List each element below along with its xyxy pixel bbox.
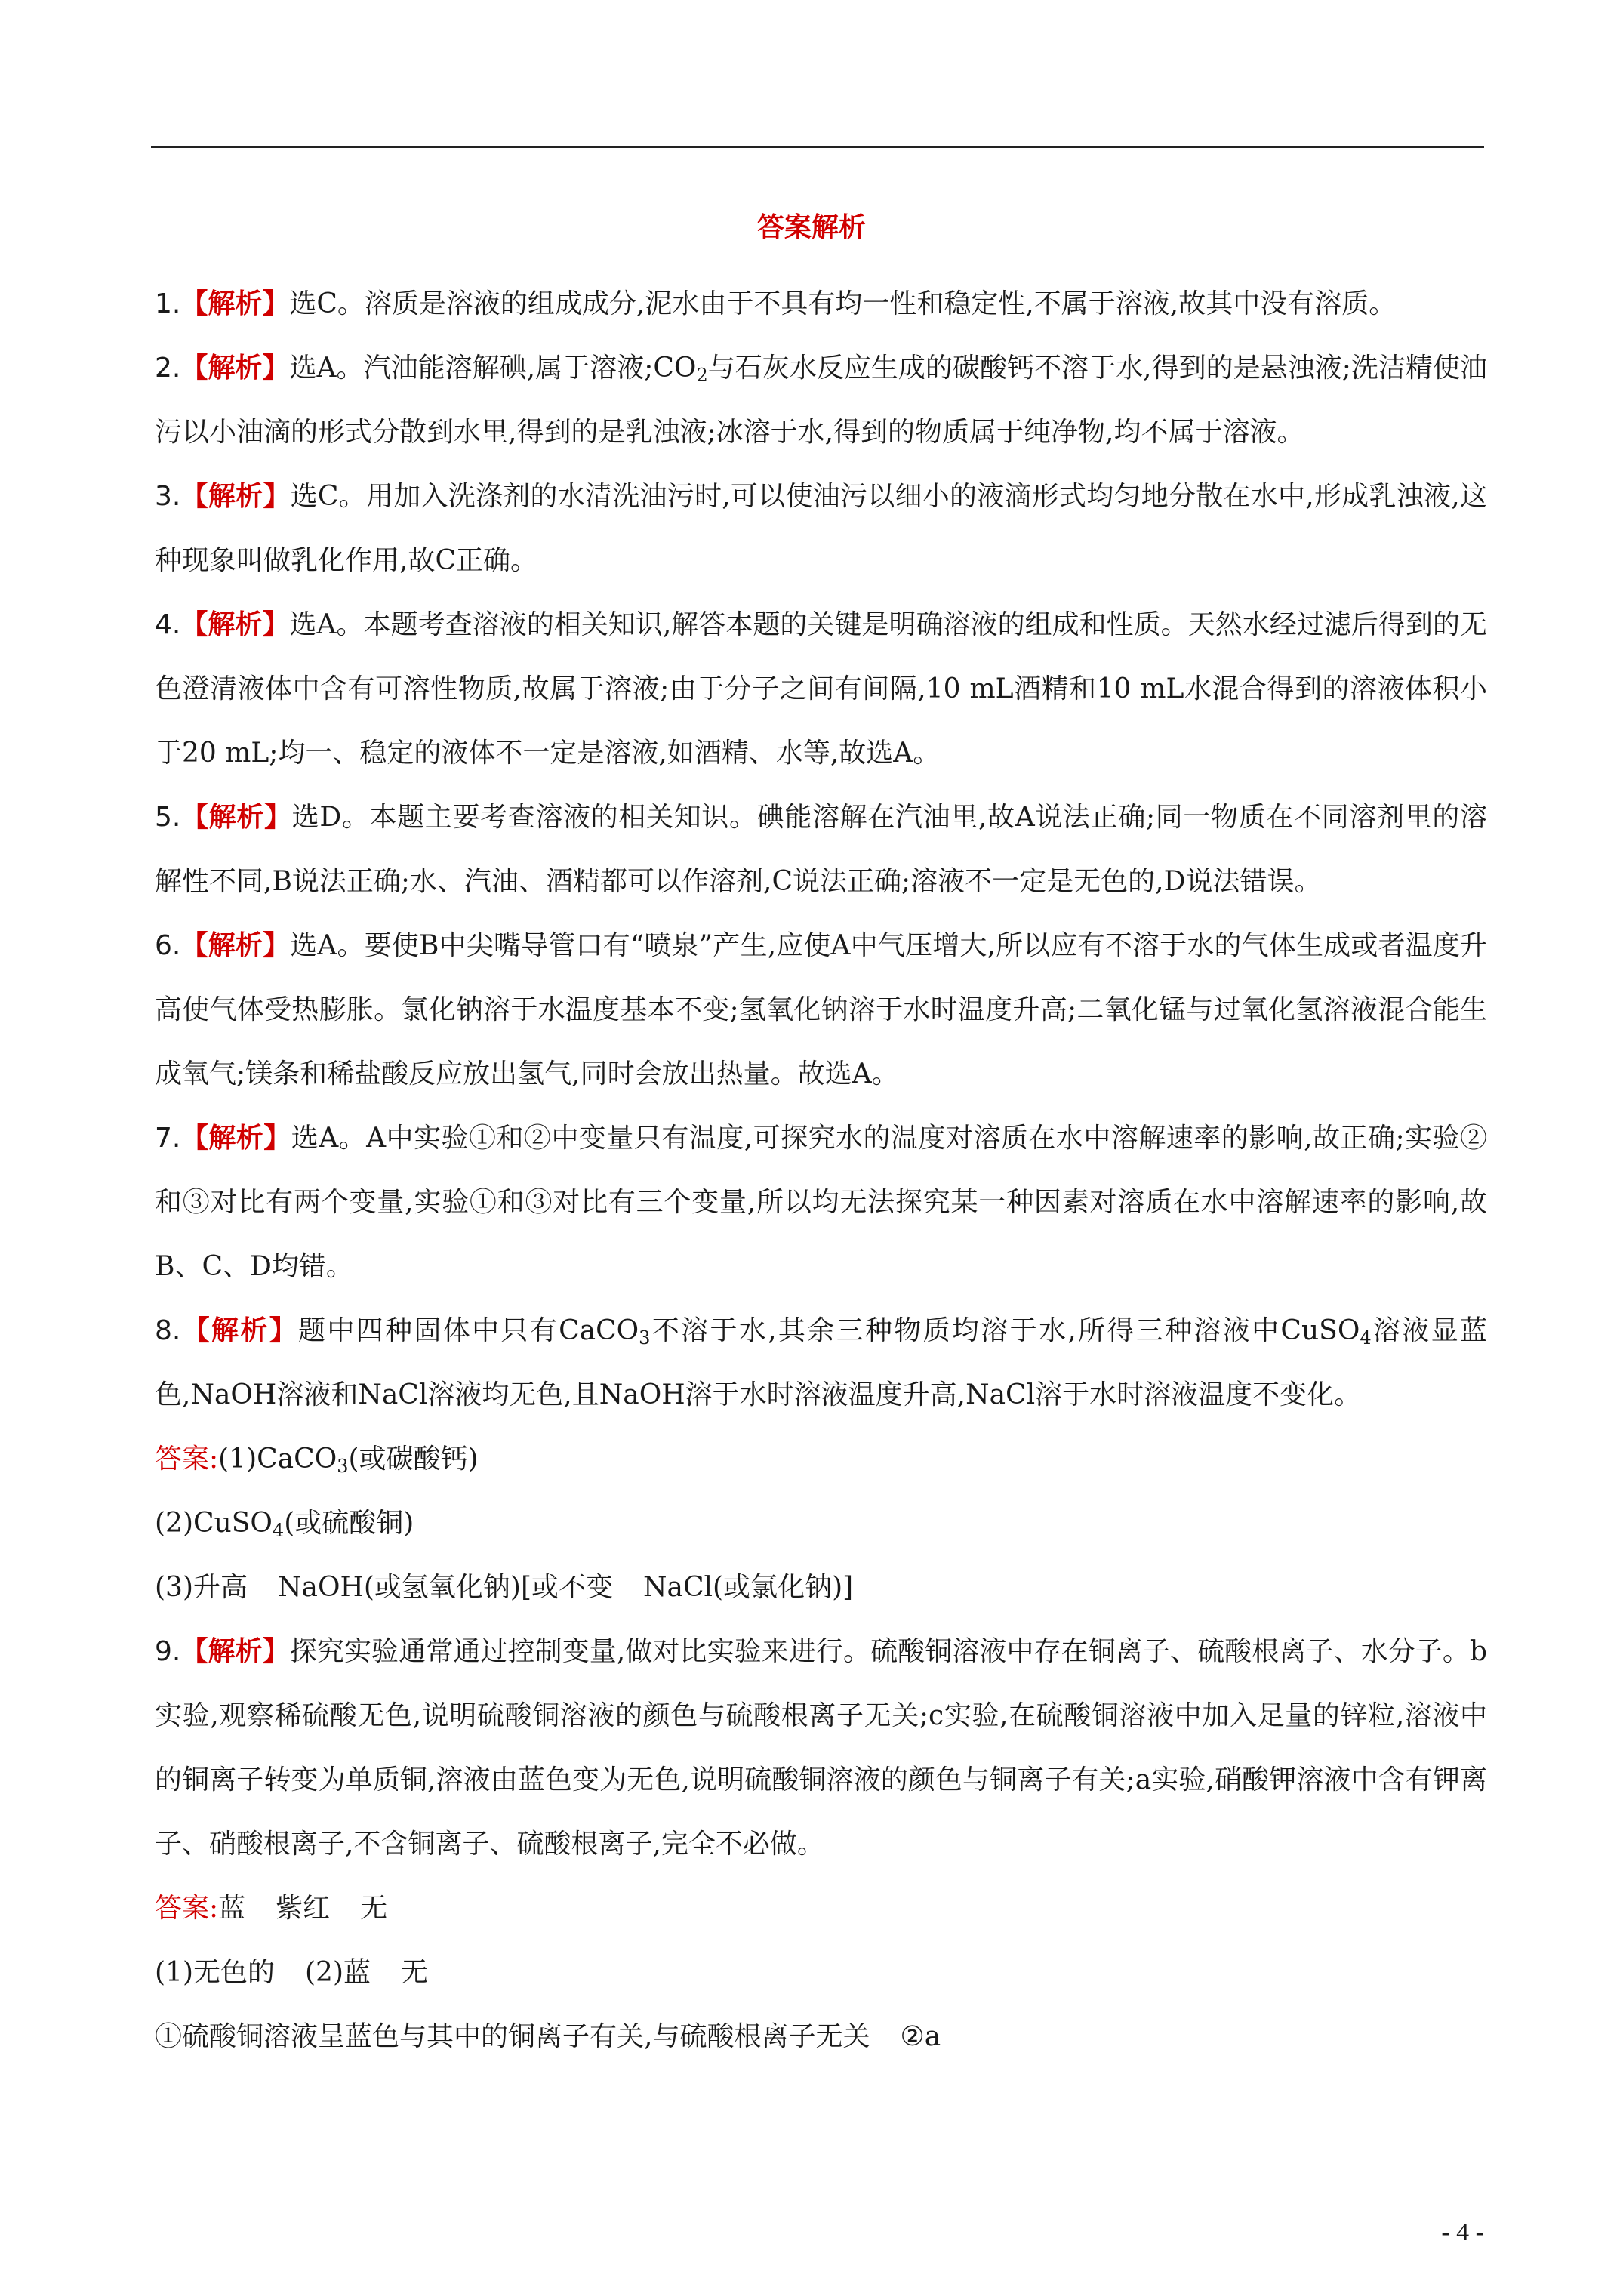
item-text: 选A。本题考查溶液的相关知识,解答本题的关键是明确溶液的组成和性质。天然水经过滤后得到的无色澄清液体中含有可溶性物质,故属于溶液;由于分子之间有间隔,10 mL酒精和10 mL水混合得到的溶液体积小于20 mL;均一、稳定的液体不一定是溶液,如酒精、水等,故选A。 [155,609,1487,769]
answer-text: 无 [360,1893,388,1924]
item-number: 7. [155,1123,181,1154]
answer-text: ①硫酸铜溶液呈蓝色与其中的铜离子有关,与硫酸根离子无关 [155,2021,870,2052]
answer-item-4 [155,593,1487,785]
answer-label: 答案: [155,1444,219,1475]
subscript: 3 [337,1456,349,1477]
answer-text: (1)无色的 [155,1957,275,1988]
page-number: - 4 - [1441,2218,1484,2246]
item-text: 选D。本题主要考查溶液的相关知识。碘能溶解在汽油里,故A说法正确;同一物质在不同溶剂里的溶解性不同,B说法正确;水、汽油、酒精都可以作溶剂,C说法正确;溶液不一定是无色的,D说法错误。 [155,802,1487,897]
answer-line [155,2005,1487,2069]
answer-line [155,1555,1487,1620]
item-number: 4. [155,609,181,640]
answer-text: (3)升高 [155,1572,248,1603]
answer-item-9 [155,1620,1487,1876]
header-rule [151,146,1484,148]
answer-item-8 [155,1299,1487,1427]
analysis-tag: 【解析】 [180,353,290,384]
answer-text: 无 [401,1957,429,1988]
item-number: 1. [155,288,181,319]
answer-text: (或碳酸钙) [348,1444,479,1475]
item-text: 题中四种固体中只有CaCO [298,1315,639,1346]
answer-label: 答案: [155,1893,219,1924]
answer-item-1 [155,272,1487,336]
item-text: 选A。要使B中尖嘴导管口有“喷泉”产生,应使A中气压增大,所以应有不溶于水的气体生成或者温度升高使气体受热膨胀。氯化钠溶于水温度基本不变;氢氧化钠溶于水时温度升高;二氧化锰与过氧化氢溶液混合能生成氧气;镁条和稀盐酸反应放出氢气,同时会放出热量。故选A。 [155,930,1487,1089]
answer-text: (或硫酸铜) [284,1508,414,1539]
answer-text: NaCl(或氯化钠)] [643,1572,854,1603]
answer-item-3 [155,464,1487,593]
page-title: 答案解析 [756,212,866,243]
answer-item-5 [155,785,1487,914]
answer-item-6 [155,914,1487,1106]
item-number: 8. [155,1315,181,1346]
analysis-tag: 【解析】 [180,1315,299,1346]
answer-item-2 [155,336,1487,464]
subscript: 4 [272,1520,285,1541]
answer-text: (2)蓝 [305,1957,371,1988]
item-text: 选C。溶质是溶液的组成成分,泥水由于不具有均一性和稳定性,不属于溶液,故其中没有溶质。 [289,288,1397,319]
item-text: 与石灰水反应生成的碳酸钙不溶于水,得到的是悬浊液;洗洁精使油污以小油滴的形式分散到水里,得到的是乳浊液;冰溶于水,得到的物质属于纯净物,均不属于溶液。 [155,353,1487,448]
analysis-tag: 【解析】 [180,481,291,512]
item-text: 选A。汽油能溶解碘,属于溶液;CO [289,353,697,384]
answer-text: 紫红 [276,1893,331,1924]
answer-text: NaOH(或氢氧化钠)[或不变 [278,1572,614,1603]
item-number: 5. [155,802,181,833]
analysis-tag: 【解析】 [180,609,290,640]
subscript: 4 [1360,1327,1372,1348]
analysis-tag: 【解析】 [180,930,291,961]
answer-text: ②a [900,2021,941,2052]
answer-text: (2)CuSO [155,1508,273,1539]
item-text: 探究实验通常通过控制变量,做对比实验来进行。硫酸铜溶液中存在铜离子、硫酸根离子、水分子。b实验,观察稀硫酸无色,说明硫酸铜溶液的颜色与硫酸根离子无关;c实验,在硫酸铜溶液中加入足量的锌粒,溶液中的铜离子转变为单质铜,溶液由蓝色变为无色,说明硫酸铜溶液的颜色与铜离子有关;a实验,硝酸钾溶液中含有钾离子、硝酸根离子,不含铜离子、硫酸根离子,完全不必做。 [155,1636,1487,1860]
analysis-tag: 【解析】 [180,1636,290,1667]
item-text: 选A。A中实验①和②中变量只有温度,可探究水的温度对溶质在水中溶解速率的影响,故正确;实验②和③对比有两个变量,实验①和③对比有三个变量,所以均无法探究某一种因素对溶质在水中溶解速率的影响,故B、C、D均错。 [155,1123,1487,1282]
analysis-tag: 【解析】 [180,288,290,319]
answer-line [155,1876,1487,1940]
item-text: 选C。用加入洗涤剂的水清洗油污时,可以使油污以细小的液滴形式均匀地分散在水中,形成乳浊液,这种现象叫做乳化作用,故C正确。 [155,481,1487,576]
answer-content [155,272,1487,2069]
item-number: 2. [155,353,181,384]
item-number: 6. [155,930,181,961]
item-number: 9. [155,1636,181,1667]
answer-line [155,1940,1487,2005]
answer-line [155,1491,1487,1555]
analysis-tag: 【解析】 [180,802,292,833]
subscript: 3 [639,1327,651,1348]
answer-line [155,1427,1487,1491]
item-text: 不溶于水,其余三种物质均溶于水,所得三种溶液中CuSO [650,1315,1360,1346]
analysis-tag: 【解析】 [180,1123,291,1154]
item-text: 溶液显蓝色,NaOH溶液和NaCl溶液均无色,且NaOH溶于水时溶液温度升高,NaCl溶于水时溶液温度不变化。 [155,1315,1487,1410]
answer-text: 蓝 [218,1893,246,1924]
subscript: 2 [696,365,708,386]
item-number: 3. [155,481,181,512]
answer-item-7 [155,1106,1487,1299]
answer-text: (1)CaCO [218,1444,337,1475]
